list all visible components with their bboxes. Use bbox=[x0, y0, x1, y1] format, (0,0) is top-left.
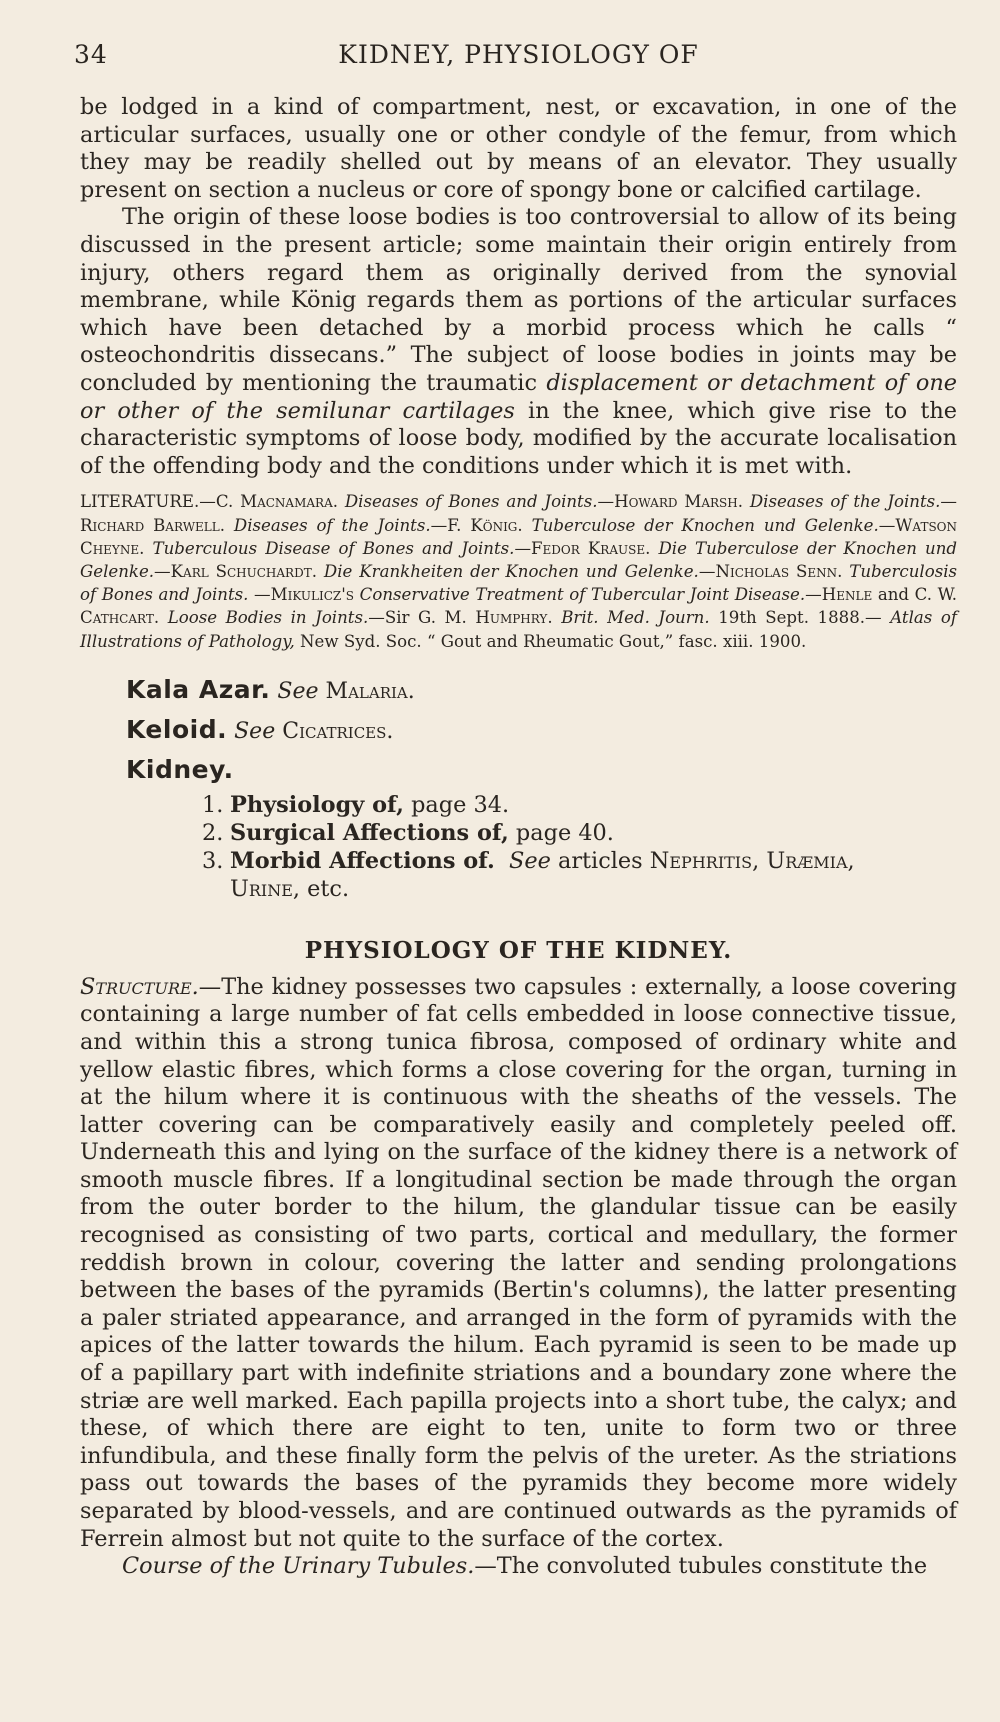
page-header bbox=[74, 36, 957, 74]
literature-references bbox=[80, 490, 957, 652]
list-text: etc. bbox=[300, 875, 350, 902]
reference-author: Henle bbox=[821, 585, 873, 605]
entry-headword: Kala Azar. bbox=[126, 674, 271, 704]
reference-title: Die Tuberculose der Knochen und Gelenke. bbox=[80, 538, 957, 581]
reference-text: — bbox=[514, 538, 532, 558]
reference-text: New Syd. Soc. “ Gout and Rheumatic Gout,” fasc. xiii. 1900. bbox=[294, 631, 807, 651]
list-page-ref: page 34. bbox=[403, 791, 510, 818]
reference-title: Diseases of the Joints. bbox=[233, 515, 431, 535]
list-number: 3. bbox=[202, 847, 224, 874]
entry-keloid bbox=[126, 715, 957, 747]
entry-headword: Kidney. bbox=[126, 754, 234, 784]
list-number: 2. bbox=[202, 819, 224, 846]
kidney-contents-list bbox=[80, 791, 957, 903]
paragraph-italic-phrase: displacement or detachment of one or other of the semilunar cartilages bbox=[80, 369, 957, 424]
list-item bbox=[202, 791, 957, 819]
paragraph-loose-bodies-origin bbox=[80, 204, 957, 480]
reference-text: — bbox=[597, 492, 615, 512]
see-label: See bbox=[277, 678, 319, 704]
reference-title: Tuberculous Disease of Bones and Joints. bbox=[152, 538, 515, 558]
reference-title: Conservative Treatment of Tubercular Joint Disease. bbox=[359, 585, 806, 605]
list-title: Physiology of, bbox=[230, 791, 404, 818]
reference-text bbox=[144, 539, 152, 558]
reference-author: Karl Schuchardt. bbox=[170, 561, 317, 581]
run-in-heading: Structure. bbox=[80, 973, 199, 1000]
reference-title: Brit. Med. Journ. bbox=[561, 608, 710, 628]
reference-text bbox=[338, 492, 345, 511]
list-item bbox=[202, 819, 957, 847]
reference-author: Nicholas Senn. bbox=[715, 561, 843, 581]
reference-text: — bbox=[698, 561, 716, 581]
cross-reference: Nephritis, Uræmia, bbox=[649, 847, 855, 874]
list-item bbox=[202, 847, 957, 903]
reference-title: Diseases of Bones and Joints. bbox=[344, 492, 598, 512]
reference-title: Tuberculose der Knochen und Gelenke. bbox=[531, 515, 879, 535]
reference-text: —F. bbox=[430, 515, 471, 535]
paragraph-text: —The convoluted tubules constitute the bbox=[474, 1553, 928, 1580]
reference-text: LITERATURE.—C. bbox=[80, 492, 241, 512]
paragraph-loose-bodies-location: be lodged in a kind of compartment, nest, or excavation, in one of the articular surfaces, usually one or other condyle of the femur, from which they may be readily shelled out by means of an elevator. They usually present on section a nucleus or core of spongy bone or calcified cartilage. bbox=[80, 94, 957, 203]
paragraph-course-of-tubules bbox=[80, 1553, 957, 1581]
reference-text bbox=[553, 608, 562, 627]
cross-reference: Malaria. bbox=[325, 678, 415, 704]
list-text: articles bbox=[550, 847, 650, 874]
reference-text bbox=[159, 608, 168, 627]
list-number: 1. bbox=[202, 791, 224, 818]
reference-author: Watson Cheyne. bbox=[80, 515, 958, 558]
reference-author: Cathcart. bbox=[80, 608, 160, 628]
list-page-ref: page 40. bbox=[508, 819, 614, 846]
entry-kidney bbox=[126, 755, 957, 787]
reference-text: —Sir G. M. bbox=[368, 608, 476, 628]
reference-title: Atlas of Illustrations of Pathology, bbox=[80, 608, 957, 651]
paragraph-structure bbox=[80, 974, 957, 1553]
reference-author: Humphry. bbox=[475, 608, 553, 628]
reference-text: — bbox=[878, 515, 896, 535]
reference-title: Loose Bodies in Joints. bbox=[167, 608, 369, 628]
reference-text: and C. W. bbox=[872, 585, 958, 605]
page-number: 34 bbox=[74, 40, 108, 69]
cross-reference: Urine, bbox=[230, 875, 301, 902]
reference-text: — bbox=[248, 585, 271, 605]
run-in-heading: Course of the Urinary Tubules. bbox=[122, 1553, 475, 1580]
reference-author: Fedor Krause. bbox=[531, 538, 651, 558]
list-title: Surgical Affections of, bbox=[230, 819, 509, 846]
reference-author: Macnamara. bbox=[240, 492, 339, 512]
reference-text: — bbox=[940, 492, 958, 512]
section-title: PHYSIOLOGY OF THE KIDNEY. bbox=[304, 936, 733, 964]
reference-text bbox=[317, 562, 324, 581]
reference-text bbox=[523, 516, 532, 535]
reference-title: Tuberculosis of Bones and Joints. bbox=[80, 561, 958, 605]
entry-headword: Keloid. bbox=[126, 714, 228, 744]
reference-author: Howard Marsh. bbox=[614, 492, 743, 512]
list-title: Morbid Affections of. bbox=[230, 847, 495, 874]
reference-text: — bbox=[154, 561, 171, 581]
paragraph-text: The origin of these loose bodies is too controversial to allow of its being discussed in the present article; some maintain their origin entirely from injury, others regard them as originally derived from the synovial membrane, while König regards them as portions of the articular surfaces which have been detached by a morbid process which he calls “ osteochondritis dissecans.” The subject of loose bodies in joints may be concluded by mentioning the traumatic bbox=[80, 204, 957, 396]
reference-title: Diseases of the Joints. bbox=[749, 492, 941, 512]
reference-title: Die Krankheiten der Knochen und Gelenke. bbox=[323, 561, 699, 581]
reference-author: König. bbox=[470, 515, 523, 535]
see-label: See bbox=[234, 718, 276, 744]
page bbox=[74, 36, 958, 1581]
reference-author: Mikulicz's bbox=[270, 585, 355, 605]
reference-author: Richard Barwell. bbox=[80, 515, 226, 535]
running-head: KIDNEY, PHYSIOLOGY OF bbox=[338, 40, 699, 69]
cross-reference: Cicatrices. bbox=[282, 718, 394, 744]
entry-kala-azar bbox=[126, 675, 957, 707]
reference-text bbox=[225, 516, 234, 535]
reference-text: 19th Sept. 1888.— bbox=[709, 608, 891, 628]
reference-text: — bbox=[805, 585, 822, 605]
paragraph-text: in the knee, which give rise to the characteristic symptoms of loose body, modified by the accurate localisation of the offending body and the conditions under which it is met with. bbox=[80, 397, 957, 479]
reference-text bbox=[743, 492, 750, 511]
paragraph-text: —The kidney possesses two capsules : externally, a loose covering containing a large number of fat cells embedded in loose connective tissue, and within this a strong tunica fibrosa, composed of ordinary white and yellow elastic fibres, which forms a close covering for the organ, turning in at the hilum where it is continuous with the sheaths of the vessels. The latter covering can be comparatively easily and completely peeled off. Underneath this and lying on the surface of the kidney there is a network of smooth muscle fibres. If a longitudinal section be made through the organ from the outer border to the hilum, the glandular tissue can be easily recognised as consisting of two parts, cortical and medullary, the former reddish brown in colour, covering the latter and sending prolongations between the bases of the pyramids (Bertin's columns), the latter presenting a paler striated appearance, and arranged in the form of pyramids with the apices of the latter towards the hilum. Each pyramid is seen to be made up of a papillary part with indefinite striations and a boundary zone where the striæ are well marked. Each papilla projects into a short tube, the calyx; and these, of which there are eight to ten, unite to form two or three infundibula, and these finally form the pelvis of the ureter. As the striations pass out towards the bases of the pyramids they become more widely separated by blood-vessels, and are continued outwards as the pyramids of Ferrein almost but not quite to the surface of the cortex. bbox=[80, 973, 957, 1552]
see-label: See bbox=[509, 847, 551, 874]
